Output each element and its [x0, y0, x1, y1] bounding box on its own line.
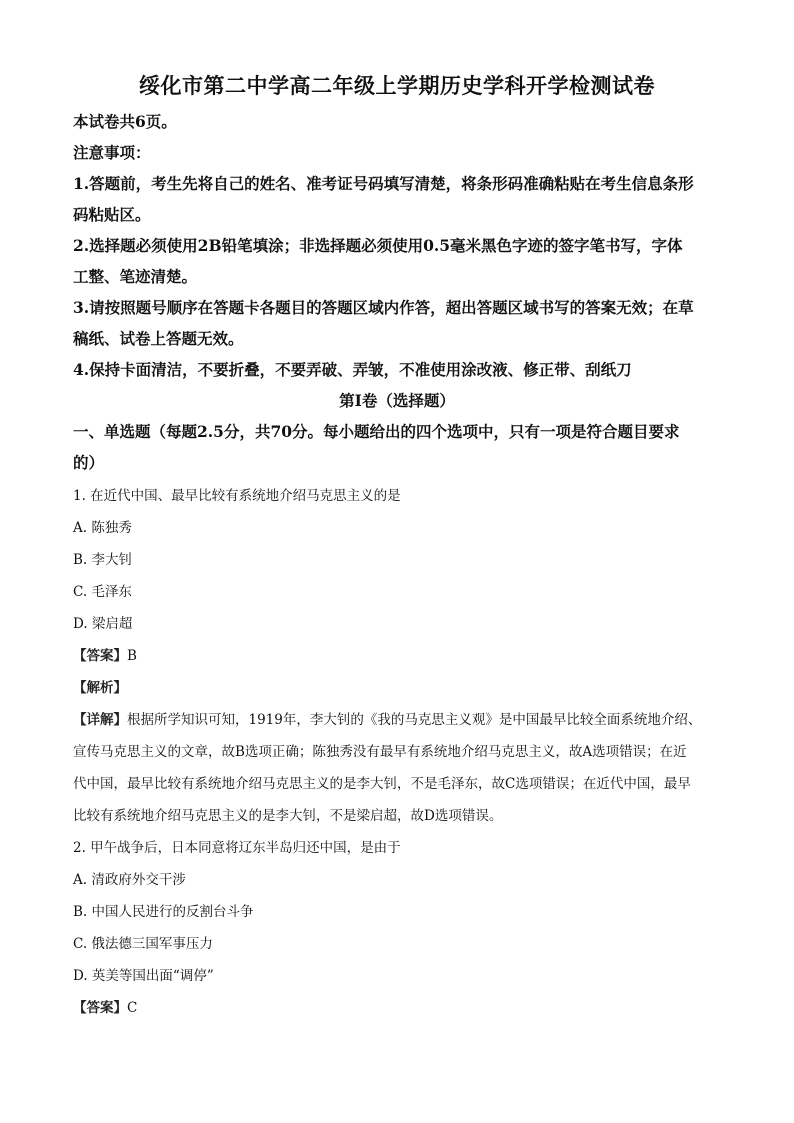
question-1-option-b: B. 李大钊 [73, 552, 133, 568]
question-1-option-a: A. 陈独秀 [73, 520, 132, 536]
question-2-option-a: A. 清政府外交干涉 [73, 872, 186, 888]
notice-line-4: 工整、笔迹清楚。 [73, 267, 198, 286]
notice-heading: 注意事项： [73, 143, 151, 162]
answer-value: C [127, 1000, 138, 1016]
question-2-option-b: B. 中国人民进行的反割台斗争 [73, 904, 254, 920]
question-1-answer [73, 644, 733, 664]
notice-line-2: 码粘贴区。 [73, 205, 151, 224]
page-title: 绥化市第二中学高二年级上学期历史学科开学检测试卷 [139, 73, 655, 98]
question-2-option-c: C. 俄法德三国军事压力 [73, 936, 213, 952]
detail-tag: 【详解】 [73, 712, 127, 728]
answer-tag: 【答案】 [73, 1000, 127, 1016]
notice-line-5: 3.请按照题号顺序在答题卡各题目的答题区域内作答，超出答题区域书写的答案无效；在草 [73, 298, 694, 317]
volume-heading: 第Ⅰ卷（选择题） [339, 391, 455, 410]
question-1-detail-line-2: 宣传马克思主义的文章，故B选项正确；陈独秀没有最早有系统地介绍马克思主义，故A选项错误；在近 [73, 744, 687, 760]
question-1-detail-line-4: 比较有系统地介绍马克思主义的是李大钊，不是梁启超，故D选项错误。 [73, 808, 503, 824]
notice-line-1: 1.答题前，考生先将自己的姓名、准考证号码填写清楚，将条形码准确粘贴在考生信息条形 [73, 174, 694, 193]
page-count-note: 本试卷共6页。 [73, 112, 177, 131]
question-2-answer [73, 996, 733, 1016]
answer-tag: 【答案】 [73, 648, 127, 664]
notice-line-3: 2.选择题必须使用2B铅笔填涂；非选择题必须使用0.5毫米黑色字迹的签字笔书写，字体 [73, 236, 683, 255]
question-1-detail-line-1 [73, 708, 733, 728]
question-2-stem: 2. 甲午战争后，日本同意将辽东半岛归还中国，是由于 [73, 840, 401, 856]
detail-text: 根据所学知识可知，1919年，李大钊的《我的马克思主义观》是中国最早比较全面系统地介绍、 [127, 712, 702, 728]
section-heading-line-2: 的） [73, 453, 105, 472]
notice-line-6: 稿纸、试卷上答题无效。 [73, 329, 244, 348]
question-1-detail-line-3: 代中国，最早比较有系统地介绍马克思主义的是李大钊，不是毛泽东，故C选项错误；在近代中国，最早 [73, 776, 691, 792]
section-heading-line-1: 一、单选题（每题2.5分，共70分。每小题给出的四个选项中，只有一项是符合题目要求 [73, 422, 680, 441]
question-1-stem: 1. 在近代中国、最早比较有系统地介绍马克思主义的是 [73, 488, 401, 504]
question-1-option-d: D. 梁启超 [73, 616, 133, 632]
analysis-tag: 【解析】 [73, 680, 127, 696]
answer-value: B [127, 648, 137, 664]
notice-line-7: 4.保持卡面清洁，不要折叠，不要弄破、弄皱，不准使用涂改液、修正带、刮纸刀 [73, 360, 632, 379]
question-1-analysis [73, 676, 733, 696]
question-1-option-c: C. 毛泽东 [73, 584, 132, 600]
question-2-option-d: D. 英美等国出面“调停” [73, 968, 214, 984]
